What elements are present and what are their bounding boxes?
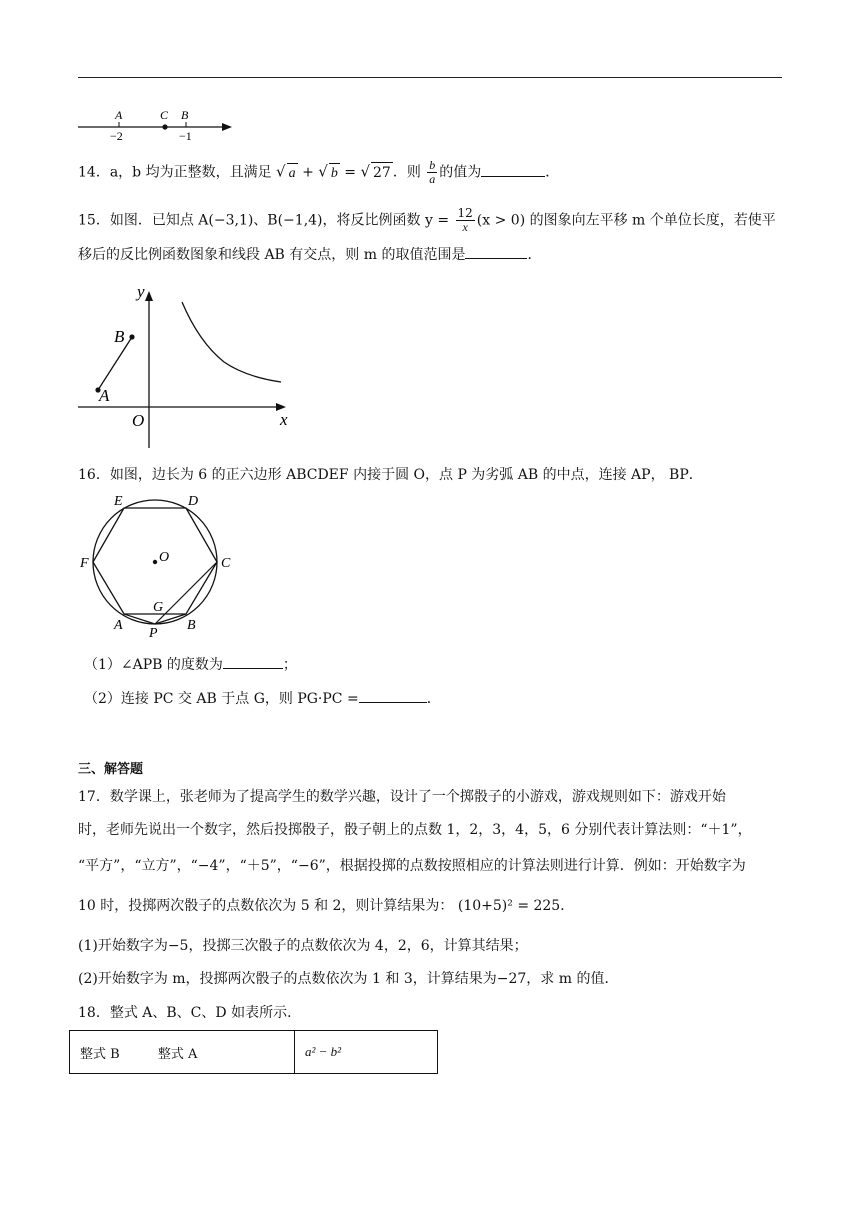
label-B: B <box>187 618 196 633</box>
sqrt-icon: √ <box>318 162 328 181</box>
question-17-part2: (2)开始数字为 m，投掷两次骰子的点数依次为 1 和 3，计算结果为−27，求 m 的值． <box>78 971 619 987</box>
y-axis-label: y <box>137 282 145 301</box>
question-17-line1 <box>78 787 726 807</box>
q18-number: 18． <box>78 1005 110 1021</box>
question-17-part1: (1)开始数字为−5，投掷三次骰子的点数依次为 4，2，6，计算其结果； <box>78 938 528 954</box>
q15-fraction <box>456 207 475 234</box>
number-line-arrow <box>222 123 232 131</box>
q16-number: 16． <box>78 467 110 483</box>
label-G: G <box>153 600 164 615</box>
y-axis-arrow <box>145 291 153 301</box>
q16-part2-text: （2）连接 PC 交 AB 于点 G，则 PG·PC = <box>84 691 359 707</box>
q14-frac-den: a <box>429 172 436 186</box>
question-18 <box>78 1003 301 1023</box>
tick-label-neg1: −1 <box>179 129 192 143</box>
q14-end: ． <box>545 164 560 181</box>
question-16-part2 <box>84 688 441 709</box>
q15-line1-b: (x > 0) 的图象向左平移 m 个单位长度，若使平 <box>476 212 776 229</box>
tick-label-neg2: −2 <box>110 129 123 143</box>
q14-text-mid: ．则 <box>392 164 421 181</box>
segment-PC <box>155 562 217 624</box>
q15-frac-num: 12 <box>457 206 473 220</box>
q15-answer-blank[interactable] <box>465 244 527 259</box>
label-F: F <box>80 556 89 571</box>
label-A: A <box>114 618 123 633</box>
sqrt-icon: √ <box>360 162 371 181</box>
q18-table <box>69 1030 438 1074</box>
q16-part1-text: （1）∠APB 的度数为 <box>84 657 223 673</box>
q15-end: ． <box>527 247 542 263</box>
table-row <box>70 1031 438 1074</box>
point-C <box>162 124 167 129</box>
section-3-title: 三、解答题 <box>78 762 144 777</box>
q14-answer-blank[interactable] <box>481 162 545 177</box>
question-15-line1 <box>78 207 776 234</box>
q17-number: 17． <box>78 789 110 805</box>
q14-fraction <box>427 159 437 186</box>
cell-label-B: 整式 B <box>80 1046 120 1062</box>
label-A: A <box>115 108 123 122</box>
cell-expression: a² − b² <box>305 1044 342 1059</box>
question-17-line3: “平方”，“立方”，“−4”，“＋5”，“−6”，根据投掷的点数按照相应的计算法则进行计算．例如：开始数字为 <box>78 858 746 874</box>
question-14 <box>78 159 559 186</box>
q14-frac-num: b <box>429 158 436 172</box>
label-O: O <box>159 550 170 565</box>
label-E: E <box>114 494 123 509</box>
q15-line1-a: 如图．已知点 A(−3,1)、B(−1,4)，将反比例函数 y = <box>109 212 450 229</box>
q14-number: 14． <box>78 164 110 181</box>
q17-line1: 数学课上，张老师为了提高学生的数学兴趣，设计了一个掷骰子的小游戏，游戏规则如下：游戏开始 <box>109 789 726 805</box>
q16-figure <box>76 488 240 640</box>
q14-text-pre: a，b 均为正整数，且满足 <box>109 164 272 181</box>
q18-text: 整式 A、B、C、D 如表所示． <box>109 1005 302 1021</box>
q16-part2-end: ． <box>426 691 441 707</box>
q14-sqrt-a: a <box>287 163 298 184</box>
question-16 <box>78 465 703 485</box>
point-B <box>129 334 134 339</box>
cell-label-A: 整式 A <box>157 1046 198 1062</box>
sqrt-icon: √ <box>276 162 286 181</box>
q15-frac-den: x <box>462 220 468 234</box>
q16-part1-end: ； <box>282 657 297 673</box>
q16-part1-blank[interactable] <box>223 654 283 669</box>
table-cell-header <box>70 1031 295 1074</box>
q15-number: 15． <box>78 212 110 229</box>
number-line-figure <box>74 100 244 145</box>
q14-text-post: 的值为 <box>439 164 482 181</box>
q15-line2: 移后的反比例函数图象和线段 AB 有交点，则 m 的取值范围是 <box>78 247 466 263</box>
q14-sqrt-b: b <box>329 163 340 184</box>
origin-label: O <box>132 411 145 430</box>
hyperbola-curve <box>182 302 281 382</box>
x-axis-label: x <box>280 410 288 429</box>
question-16-part1 <box>84 654 297 675</box>
header-rule <box>78 77 782 78</box>
table-cell-expression <box>295 1031 438 1074</box>
q15-figure <box>74 280 304 452</box>
q14-sqrt-27: 27 <box>371 162 393 183</box>
label-B: B <box>181 108 189 122</box>
label-A: A <box>99 386 110 405</box>
question-17-line4: 10 时，投掷两次骰子的点数依次为 5 和 2，则计算结果为： (10+5)² = 225． <box>78 898 575 914</box>
question-15-line2 <box>78 244 541 265</box>
label-C: C <box>221 556 231 571</box>
label-C: C <box>160 108 169 122</box>
q14-plus: + <box>302 164 314 181</box>
label-D: D <box>188 494 199 509</box>
question-17-line2: 时，老师先说出一个数字，然后投掷骰子，骰子朝上的点数 1，2，3，4，5，6 分别代表计算法则：“＋1”， <box>78 822 752 838</box>
q16-part2-blank[interactable] <box>359 688 427 703</box>
label-B: B <box>114 327 125 346</box>
q16-text: 如图，边长为 6 的正六边形 ABCDEF 内接于圆 O，点 P 为劣弧 AB 的中点，连接 AP， BP． <box>109 467 703 483</box>
q14-eq: = <box>344 164 356 181</box>
label-P: P <box>149 626 158 640</box>
center-O <box>153 560 157 564</box>
